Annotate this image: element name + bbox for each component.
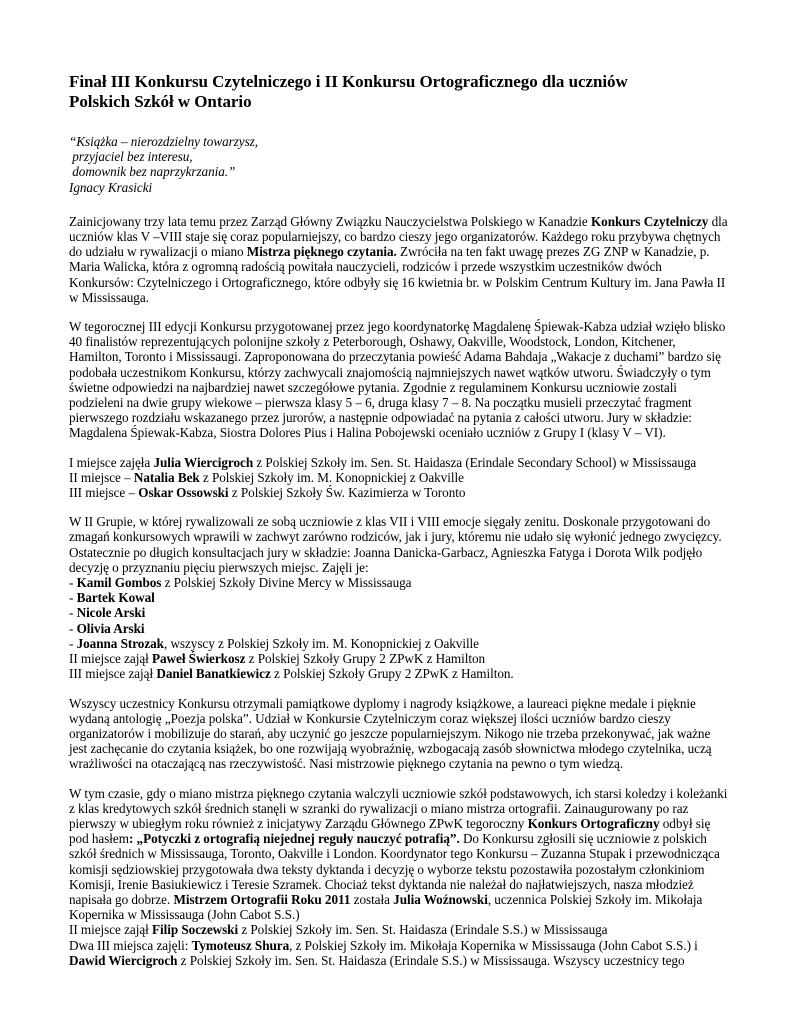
bold-text: Joanna Strozak	[76, 635, 164, 651]
winner-line	[69, 575, 725, 590]
bold-text: Mistrza pięknego czytania.	[246, 244, 397, 260]
bold-text: Paweł Świerkosz	[152, 651, 246, 667]
text-line	[69, 892, 725, 907]
bold-text: Oskar Ossowski	[138, 485, 229, 501]
title-line: Finał III Konkursu Czytelniczego i II Konkursu Ortograficznego dla uczniów	[69, 72, 628, 91]
paragraph-intro	[69, 213, 728, 305]
text-line: Maria Walicka, która z ogromną radością powitała nauczycieli, rodziców i przede wszystkim uczestników dwóch	[69, 259, 662, 275]
text-span: Zwróciła na ten fakt uwagę prezes ZG ZNP w Kanadzie, p.	[396, 244, 710, 260]
text-span: z Polskiej Szkoły Św. Kazimierza w Toronto	[228, 485, 466, 501]
bold-text: Filip Soczewski	[152, 922, 239, 938]
text-span: odbył się	[659, 815, 711, 831]
text-span: -	[69, 635, 77, 651]
text-line: Kopernika w Mississauga (John Cabot S.S.)	[69, 907, 300, 923]
text-line	[69, 213, 728, 229]
text-line: z klas kredytowych szkół średnich stanęli w szranki do rywalizacji o miano mistrza ortografii. Zainaugurowany po raz	[69, 800, 689, 816]
text-span: z Polskiej Szkoły Grupy 2 ZPwK z Hamilton	[245, 651, 486, 667]
text-span: z Polskiej Szkoły Grupy 2 ZPwK z Hamilton.	[270, 666, 514, 682]
text-line: Ostatecznie po długich konsultacjach jury w składzie: Joanna Danicka-Garbacz, Agnieszka Fatyga i Dorota Wilk podjęło	[69, 544, 703, 560]
text-line: pierwszego rozdziału wskazanego przez jurorów, a następnie odpowiadać na pytania z całości utworu. Jury w składzie:	[69, 410, 692, 426]
text-span: Dwa III miejsca zajęli:	[69, 937, 192, 953]
text-line: 40 finalistów reprezentujących polonijne szkoły z Peterborough, Oshawy, Oakville, Woodstock, London, Kitchener,	[69, 334, 676, 350]
text-line: W II Grupie, w której rywalizowali ze sobą uczniowie z klas VII i VIII emocje sięgały zenitu. Doskonale przygotowani do	[69, 514, 711, 530]
quote-author: Ignacy Krasicki	[69, 179, 153, 195]
text-span: do udziału w rywalizacji o miano	[69, 244, 247, 260]
text-line: organizatorów i mobilizuje do starań, aby uczynić go jeszcze popularniejszym. Nikogo nie trzeba przekonywać, jak ważne	[69, 725, 711, 741]
text-line: Hamilton, Toronto i Mississaugi. Zaproponowana do przeczytania powieść Adama Bahdaja „Wakacje z duchami” bardzo się	[69, 349, 721, 365]
bold-text: Daniel Banatkiewicz	[156, 666, 271, 682]
bold-text: Dawid Wiercigroch	[69, 952, 178, 968]
text-span: I miejsce zajęła	[69, 454, 154, 470]
winner-line	[69, 605, 725, 620]
quote-line: domownik bez naprzykrzania.”	[69, 164, 236, 180]
text-span: , wszyscy z Polskiej Szkoły im. M. Konopnickiej z Oakville	[163, 635, 479, 651]
paragraph-spelling-contest	[69, 785, 728, 968]
text-line: Magdalena Śpiewak-Kabza, Siostra Dolores Pius i Halina Pobojewski oceniało uczniów z Grupy I (klasy V – VI).	[69, 425, 666, 441]
text-span: II miejsce zajął	[69, 922, 152, 938]
bold-text: Nicole Arski	[76, 605, 146, 621]
paragraph-reading-contest	[69, 319, 725, 441]
text-line: Konkursów: Czytelniczego i Ortograficznego, które odbyły się 16 kwietnia br. w Polskim Centrum Kultury im. Jana Pawła II	[69, 274, 726, 290]
text-span: pod hasłem	[69, 831, 129, 847]
bold-text: Natalia Bek	[133, 469, 200, 485]
title-line: Polskich Szkół w Ontario	[69, 92, 252, 111]
bold-text: : „Potyczki z ortografią niejednej reguły nauczyć potrafią”.	[128, 831, 460, 847]
text-span: z Polskiej Szkoły im. Sen. St. Haidasza (Erindale S.S.) w Mississauga. Wszyscy uczestnicy tego	[177, 952, 685, 968]
text-span: została	[350, 891, 394, 907]
winner-line	[69, 651, 725, 666]
winner-line	[69, 953, 725, 968]
text-span: , uczennica Polskiej Szkoły im. Mikołaja	[487, 891, 703, 907]
bold-text: Konkurs Ortograficzny	[527, 815, 660, 831]
text-line: Wszyscy uczestnicy Konkursu otrzymali pamiątkowe dyplomy i nagrody książkowe, a laureaci piękne medale i pięknie	[69, 695, 696, 711]
text-line	[69, 244, 725, 259]
text-line: podobała uczestnikom Konkursu, którzy zachwycali znajomością najmniejszych nawet wątków utworu. Świadczyły o tym	[69, 364, 711, 380]
text-line: zmagań konkursowych wprawili w zachwyt zarówno rodziców, jak i jury, któremu nie udało się wyłonić jednego zwycięzcy.	[69, 529, 722, 545]
text-span: III miejsce zajął	[69, 666, 157, 682]
winner-line	[69, 666, 725, 681]
document-body	[69, 72, 728, 968]
winner-line	[69, 455, 725, 470]
winner-line	[69, 590, 725, 605]
winners-group-1	[69, 455, 725, 501]
text-span: Do Konkursu zgłosili się uczniowie z polskich	[459, 831, 707, 847]
text-span: z Polskiej Szkoły Divine Mercy w Mississauga	[161, 575, 412, 591]
bold-text: Konkurs Czytelniczy	[590, 213, 709, 229]
text-line: W tegorocznej III edycji Konkursu przygotowanej przez jego koordynatorkę Magdalenę Śpiewak-Kabza udział wzięło blisko	[69, 319, 726, 335]
text-line: W tym czasie, gdy o miano mistrza pięknego czytania walczyli uczniowie szkół podstawowych, ich starsi koledzy i koleżanki	[69, 785, 728, 801]
winner-line	[69, 938, 725, 953]
bold-text: Mistrzem Ortografii Roku 2011	[173, 891, 351, 907]
text-span: II miejsce zajął	[69, 651, 152, 667]
paragraph-group-2	[69, 514, 725, 681]
bold-text: Kamil Gombos	[76, 575, 162, 591]
text-span: z Polskiej Szkoły im. Sen. St. Haidasza (Erindale Secondary School) w Mississauga	[253, 454, 697, 470]
bold-text: Julia Wiercigroch	[153, 454, 254, 470]
text-span: z Polskiej Szkoły im. Sen. St. Haidasza (Erindale S.S.) w Mississauga	[238, 922, 608, 938]
text-line: wrażliwości na otaczającą nas rzeczywistość. Nasi mistrzowie pięknego czytania na pewno o tym wiedzą.	[69, 756, 624, 772]
text-span: napisała go dobrze.	[69, 891, 174, 907]
text-span: II miejsce –	[69, 469, 134, 485]
text-line: uczniów klas V –VIII staje się coraz popularniejszy, co bardzo cieszy jego organizatorów. Każdego roku przybywa chętnych	[69, 229, 721, 245]
text-line	[69, 831, 725, 846]
text-span: pierwszy w ubiegłym roku również z inicjatywy Zarządu Głównego ZPwK tegoroczny	[69, 815, 528, 831]
text-line: szkół średnich w Mississauga, Toronto, Oakville i London. Koordynator tego Konkursu – Zuzanna Stupak i przewodnicząca	[69, 846, 720, 862]
text-span: dla	[708, 213, 728, 229]
bold-text: Olivia Arski	[76, 620, 145, 636]
text-line	[69, 816, 725, 831]
quote-line: “Książka – nierozdzielny towarzysz,	[69, 134, 258, 149]
text-span: -	[69, 620, 77, 636]
paragraph-awards	[69, 696, 725, 772]
text-span: , z Polskiej Szkoły im. Mikołaja Kopernika w Mississauga (John Cabot S.S.) i	[289, 937, 698, 953]
bold-text: Julia Woźnowski	[393, 891, 488, 907]
text-span: z Polskiej Szkoły im. M. Konopnickiej z Oakville	[199, 469, 464, 485]
text-span: -	[69, 575, 77, 591]
winner-line	[69, 470, 725, 485]
text-line: podzieleni na dwie grupy wiekowe – pierwsza klasy 5 – 6, druga klasy 7 – 8. Na początku musieli przeczytać fragment	[69, 395, 692, 411]
winner-line	[69, 922, 725, 937]
text-span: -	[69, 605, 77, 621]
quote-line: przyjaciel bez interesu,	[69, 149, 193, 165]
epigraph-quote	[69, 134, 725, 195]
bold-text: Tymoteusz Shura	[191, 937, 290, 953]
text-line: w Mississauga.	[69, 289, 149, 305]
text-line: wydaną antologię „Poezja polska”. Udział w Konkursie Czytelniczym coraz większej ilości uczniów bardzo cieszy	[69, 710, 671, 726]
text-line: komisji sędziowskiej przygotowała dwa teksty dyktanda i decyzję o wyborze tekstu pozostawiła pozostałym członkiniom	[69, 861, 705, 877]
winner-line	[69, 636, 725, 651]
text-span: -	[69, 590, 77, 606]
page-title	[69, 72, 725, 112]
text-span: Zainicjowany trzy lata temu przez Zarząd Główny Związku Nauczycielstwa Polskiego w Kanadzie	[69, 213, 591, 229]
bold-text: Bartek Kowal	[76, 590, 155, 606]
winner-line	[69, 485, 725, 500]
winner-line	[69, 621, 725, 636]
text-line: świetne odpowiedzi na najbardziej nawet szczegółowe pytania. Zgodnie z regulaminem Konkursu uczniowie zostali	[69, 379, 677, 395]
text-line: Komisji, Irenie Basiukiewicz i Teresie Szramek. Chociaż tekst dyktanda nie należał do najłatwiejszych, nasza młodzież	[69, 876, 694, 892]
text-line: jest zachęcanie do czytania książek, bo one rozwijają wyobraźnię, wzbogacają zasób słownictwa młodego czytelnika, uczą	[69, 741, 712, 757]
text-span: III miejsce –	[69, 485, 139, 501]
text-line: decyzję o przyznaniu pięciu pierwszych miejsc. Zajęli je:	[69, 559, 369, 575]
